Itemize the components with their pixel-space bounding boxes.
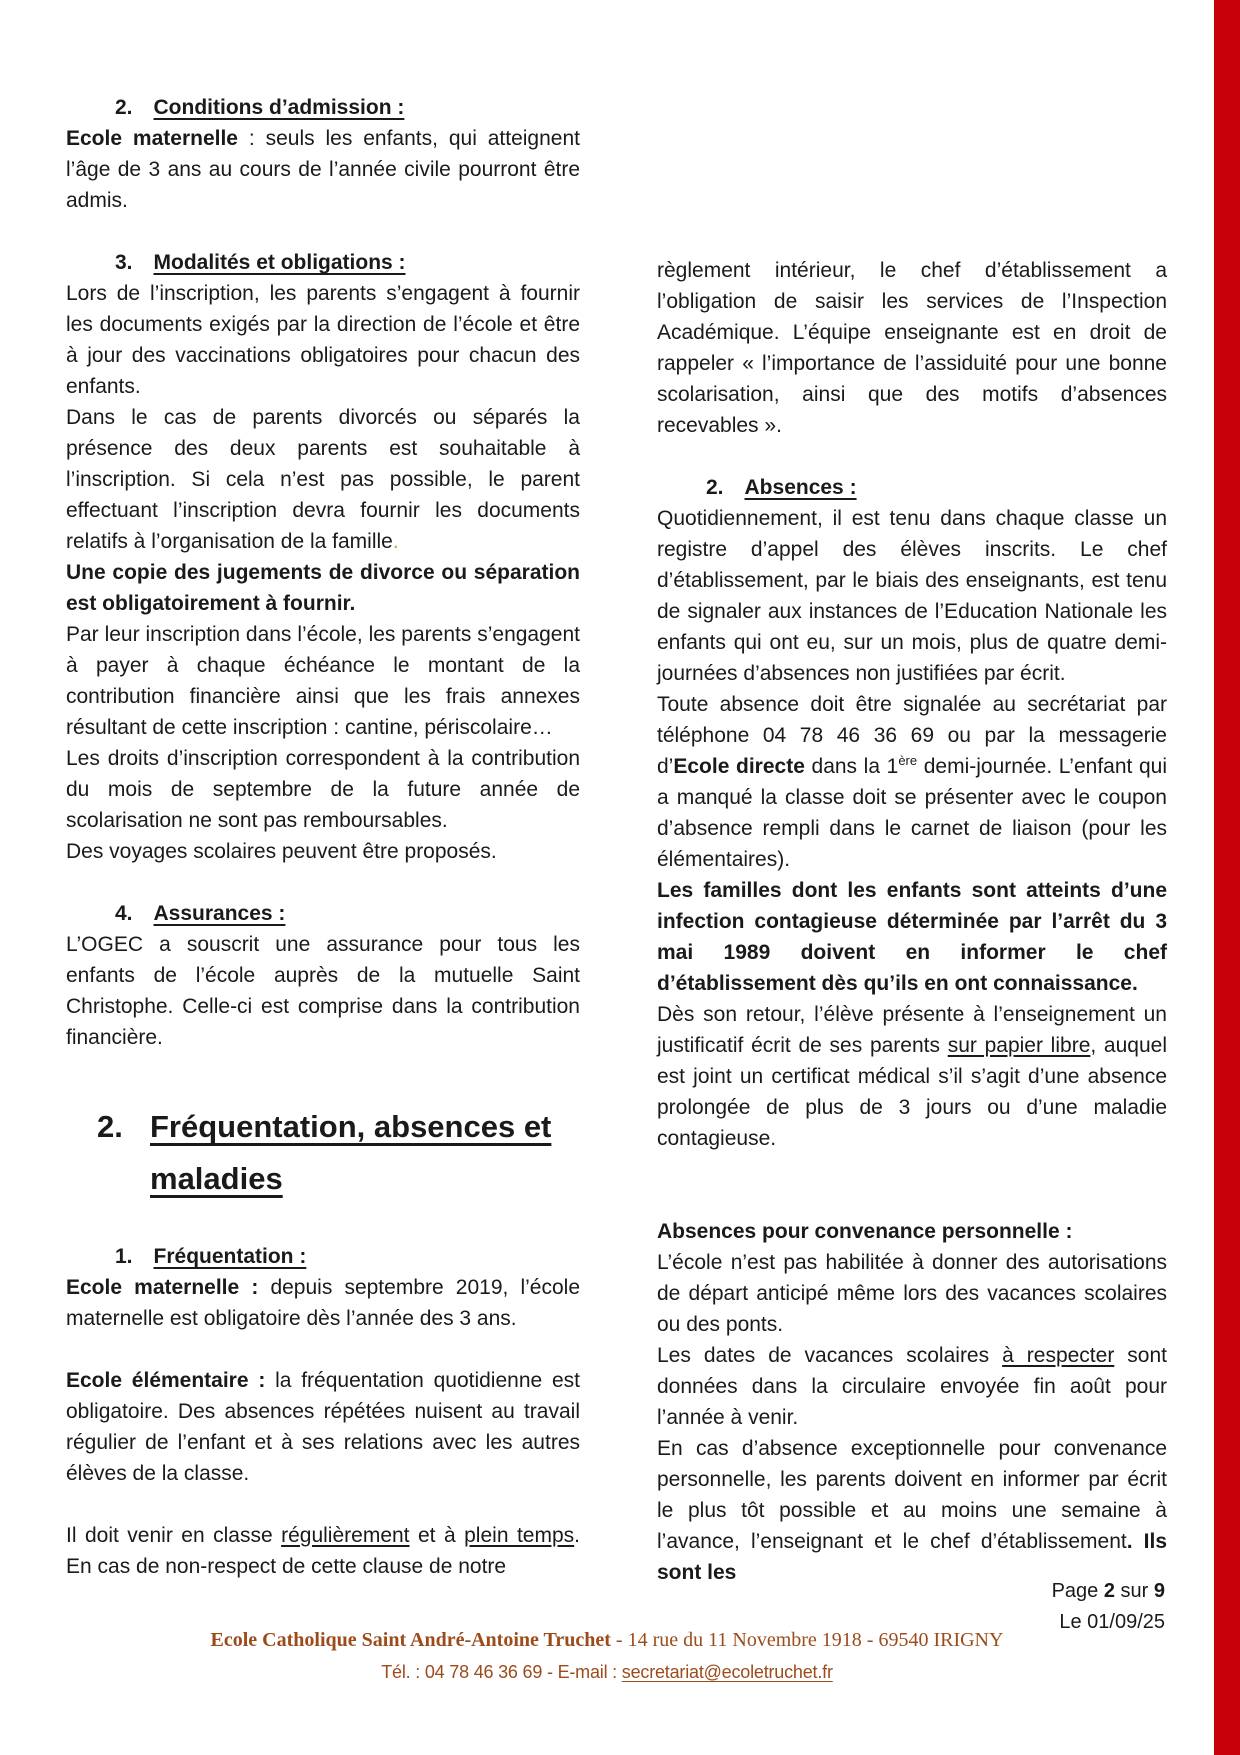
school-footer <box>0 1624 1214 1688</box>
section-label: Assurances : <box>153 902 286 925</box>
paragraph-frequentation-maternelle <box>66 1272 580 1334</box>
text-run: : seuls les enfants, qui atteignent l’âge de 3 ans au cours de l’année civile pourront être admis. <box>66 127 580 212</box>
section-label: Absences : <box>744 476 857 499</box>
chapter-number: 2. <box>97 1109 123 1144</box>
section-heading-frequentation <box>66 1241 580 1272</box>
paragraph-reglement-interieur: règlement intérieur, le chef d’établissement a l’obligation de saisir les services de l’Inspection Académique. L’équipe enseignante est en droit de rappeler « l’importance de l’assiduité pour une bonne scolarisation, ainsi que des motifs d’absences recevables ». <box>657 259 1167 437</box>
school-address-line <box>0 1624 1214 1656</box>
paragraph-frequentation-elementaire <box>66 1365 580 1489</box>
text-run: depuis septembre 2019, l’école maternelle est obligatoire dès l’année des 3 ans. <box>66 1276 580 1330</box>
chapter-label <box>150 1101 551 1205</box>
section-number: 4. <box>115 902 133 925</box>
section-number: 1. <box>115 1245 133 1268</box>
bold-run: Ecole maternelle : <box>66 1276 259 1299</box>
section-label: Conditions d’admission : <box>153 96 405 119</box>
right-column <box>657 255 1167 1588</box>
chapter-line-1: Fréquentation, absences et <box>150 1109 552 1144</box>
left-column <box>66 92 580 1582</box>
date-line: Le 01/09/25 <box>1059 1611 1165 1633</box>
text-run: et à <box>409 1524 465 1547</box>
bold-run: Ecole élémentaire : <box>66 1369 266 1392</box>
text-run: demi-journée. L’enfant qui a manqué la classe doit se présenter avec le coupon d’absence rempli dans le carnet de liaison (pour les élémentaires). <box>657 755 1167 871</box>
text-run: sur <box>1114 1580 1154 1602</box>
text-run: Dès son retour, l’élève présente à l’enseignement un justificatif écrit de ses parents <box>657 1003 1167 1057</box>
bold-run: . Ils sont les <box>657 1530 1167 1584</box>
paragraph-ogec-assurance: L’OGEC a souscrit une assurance pour tous les enfants de l’école auprès de la mutuelle Saint Christophe. Celle-ci est comprise dans la contribution financière. <box>66 933 580 1049</box>
section-number: 3. <box>115 251 133 274</box>
page-total: 9 <box>1153 1580 1165 1602</box>
school-address: - 14 rue du 11 Novembre 1918 - 69540 IRIGNY <box>610 1629 1004 1651</box>
green-period: . <box>392 530 399 553</box>
section-heading-conditions-admission <box>66 92 580 123</box>
superscript-run: ère <box>898 753 918 768</box>
right-edge-red-strip <box>1214 0 1240 1755</box>
phone-and-email-label: Tél. : 04 78 46 36 69 - E-mail : <box>381 1662 622 1682</box>
school-contact-line <box>0 1656 1214 1688</box>
email-link[interactable]: secretariat@ecoletruchet.fr <box>621 1662 833 1682</box>
text-run: . En cas de non-respect de cette clause de notre <box>66 1524 580 1578</box>
section-heading-assurances <box>66 898 580 929</box>
paragraph-copie-jugements-bold: Une copie des jugements de divorce ou séparation est obligatoirement à fournir. <box>66 561 580 615</box>
paragraph-absence-exceptionnelle <box>657 1433 1167 1588</box>
section-label: Fréquentation : <box>153 1245 307 1268</box>
paragraph-toute-absence <box>657 689 1167 875</box>
text-run: dans la 1 <box>804 755 899 778</box>
text-run: Il doit venir en classe <box>66 1524 282 1547</box>
text-run: Dans le cas de parents divorcés ou séparés la présence des deux parents est souhaitable à l’inscription. Si cela n’est pas possible, le parent effectuant l’inscription devra fournir les documents relatifs à l’organisation de la famille <box>66 406 580 553</box>
paragraph-registre-appel: Quotidiennement, il est tenu dans chaque classe un registre d’appel des élèves inscrits. Le chef d’établissement, par le biais des enseignants, est tenu de signaler aux instances de l’Education Nationale les enfants qui ont eu, sur un mois, plus de quatre demi-journées d’absences non justifiées par écrit. <box>657 507 1167 685</box>
text-run: Page <box>1051 1580 1104 1602</box>
page-number-line <box>865 1576 1165 1607</box>
text-run: Les dates de vacances scolaires <box>657 1344 1003 1367</box>
paragraph-familles-infection-bold: Les familles dont les enfants sont atteints d’une infection contagieuse déterminée par l’arrêt du 3 mai 1989 doivent en informer le chef d’établissement dès qu’ils en ont connaissance. <box>657 879 1167 995</box>
paragraph-par-leur-inscription: Par leur inscription dans l’école, les parents s’engagent à payer à chaque échéance le montant de la contribution financière ainsi que les frais annexes résultant de cette inscription : cantine, périscolaire… <box>66 623 580 739</box>
heading-absences-convenance-personnelle: Absences pour convenance personnelle : <box>657 1220 1073 1243</box>
paragraph-ecole-maternelle-admission <box>66 123 580 216</box>
text-run: En cas d’absence exceptionnelle pour convenance personnelle, les parents doivent en informer par écrit le plus tôt possible et au moins une semaine à l’avance, l’enseignant et le chef d’établissement <box>657 1437 1167 1553</box>
text-run: la fréquentation quotidienne est obligatoire. Des absences répétées nuisent au travail régulier de l’enfant et à ses relations avec les autres élèves de la classe. <box>66 1369 580 1485</box>
paragraph-des-son-retour <box>657 999 1167 1154</box>
section-heading-absences <box>657 472 1167 503</box>
chapter-heading-frequentation-absences-maladies <box>66 1101 580 1205</box>
text-run: Toute absence doit être signalée au secrétariat par téléphone 04 78 46 36 69 ou par la messagerie d’ <box>657 693 1167 778</box>
underlined-run: plein temps <box>464 1524 575 1547</box>
text-run: sont données dans la circulaire envoyée fin août pour l’année à venir. <box>657 1344 1167 1429</box>
section-number: 2. <box>115 96 133 119</box>
paragraph-ecole-non-habilitee: L’école n’est pas habilitée à donner des autorisations de départ anticipé même lors des vacances scolaires ou des ponts. <box>657 1251 1167 1336</box>
paragraph-venir-en-classe <box>66 1520 580 1582</box>
underlined-run: sur papier libre <box>947 1034 1091 1057</box>
paragraph-parents-divorces <box>66 402 580 557</box>
underlined-run: régulièrement <box>281 1524 410 1547</box>
paragraph-droits-inscription: Les droits d’inscription correspondent à la contribution du mois de septembre de la future année de scolarisation ne sont pas remboursables. <box>66 747 580 832</box>
text-run: , auquel est joint un certificat médical s’il s’agit d’une absence prolongée de plus de 3 jours ou d’une maladie contagieuse. <box>657 1034 1167 1150</box>
bold-run: Ecole directe <box>673 755 805 778</box>
page-current: 2 <box>1103 1580 1115 1602</box>
bold-run: Ecole maternelle <box>66 127 238 150</box>
underlined-run: à respecter <box>1002 1344 1115 1367</box>
paragraph-dates-vacances <box>657 1340 1167 1433</box>
chapter-line-2: maladies <box>150 1161 283 1196</box>
school-name: Ecole Catholique Saint André-Antoine Truchet <box>210 1629 611 1651</box>
paragraph-voyages-scolaires: Des voyages scolaires peuvent être proposés. <box>66 840 497 863</box>
section-number: 2. <box>706 476 724 499</box>
paragraph-lors-inscription: Lors de l’inscription, les parents s’engagent à fournir les documents exigés par la direction de l’école et être à jour des vaccinations obligatoires pour chacun des enfants. <box>66 282 580 398</box>
section-heading-modalites-obligations <box>66 247 580 278</box>
section-label: Modalités et obligations : <box>153 251 406 274</box>
